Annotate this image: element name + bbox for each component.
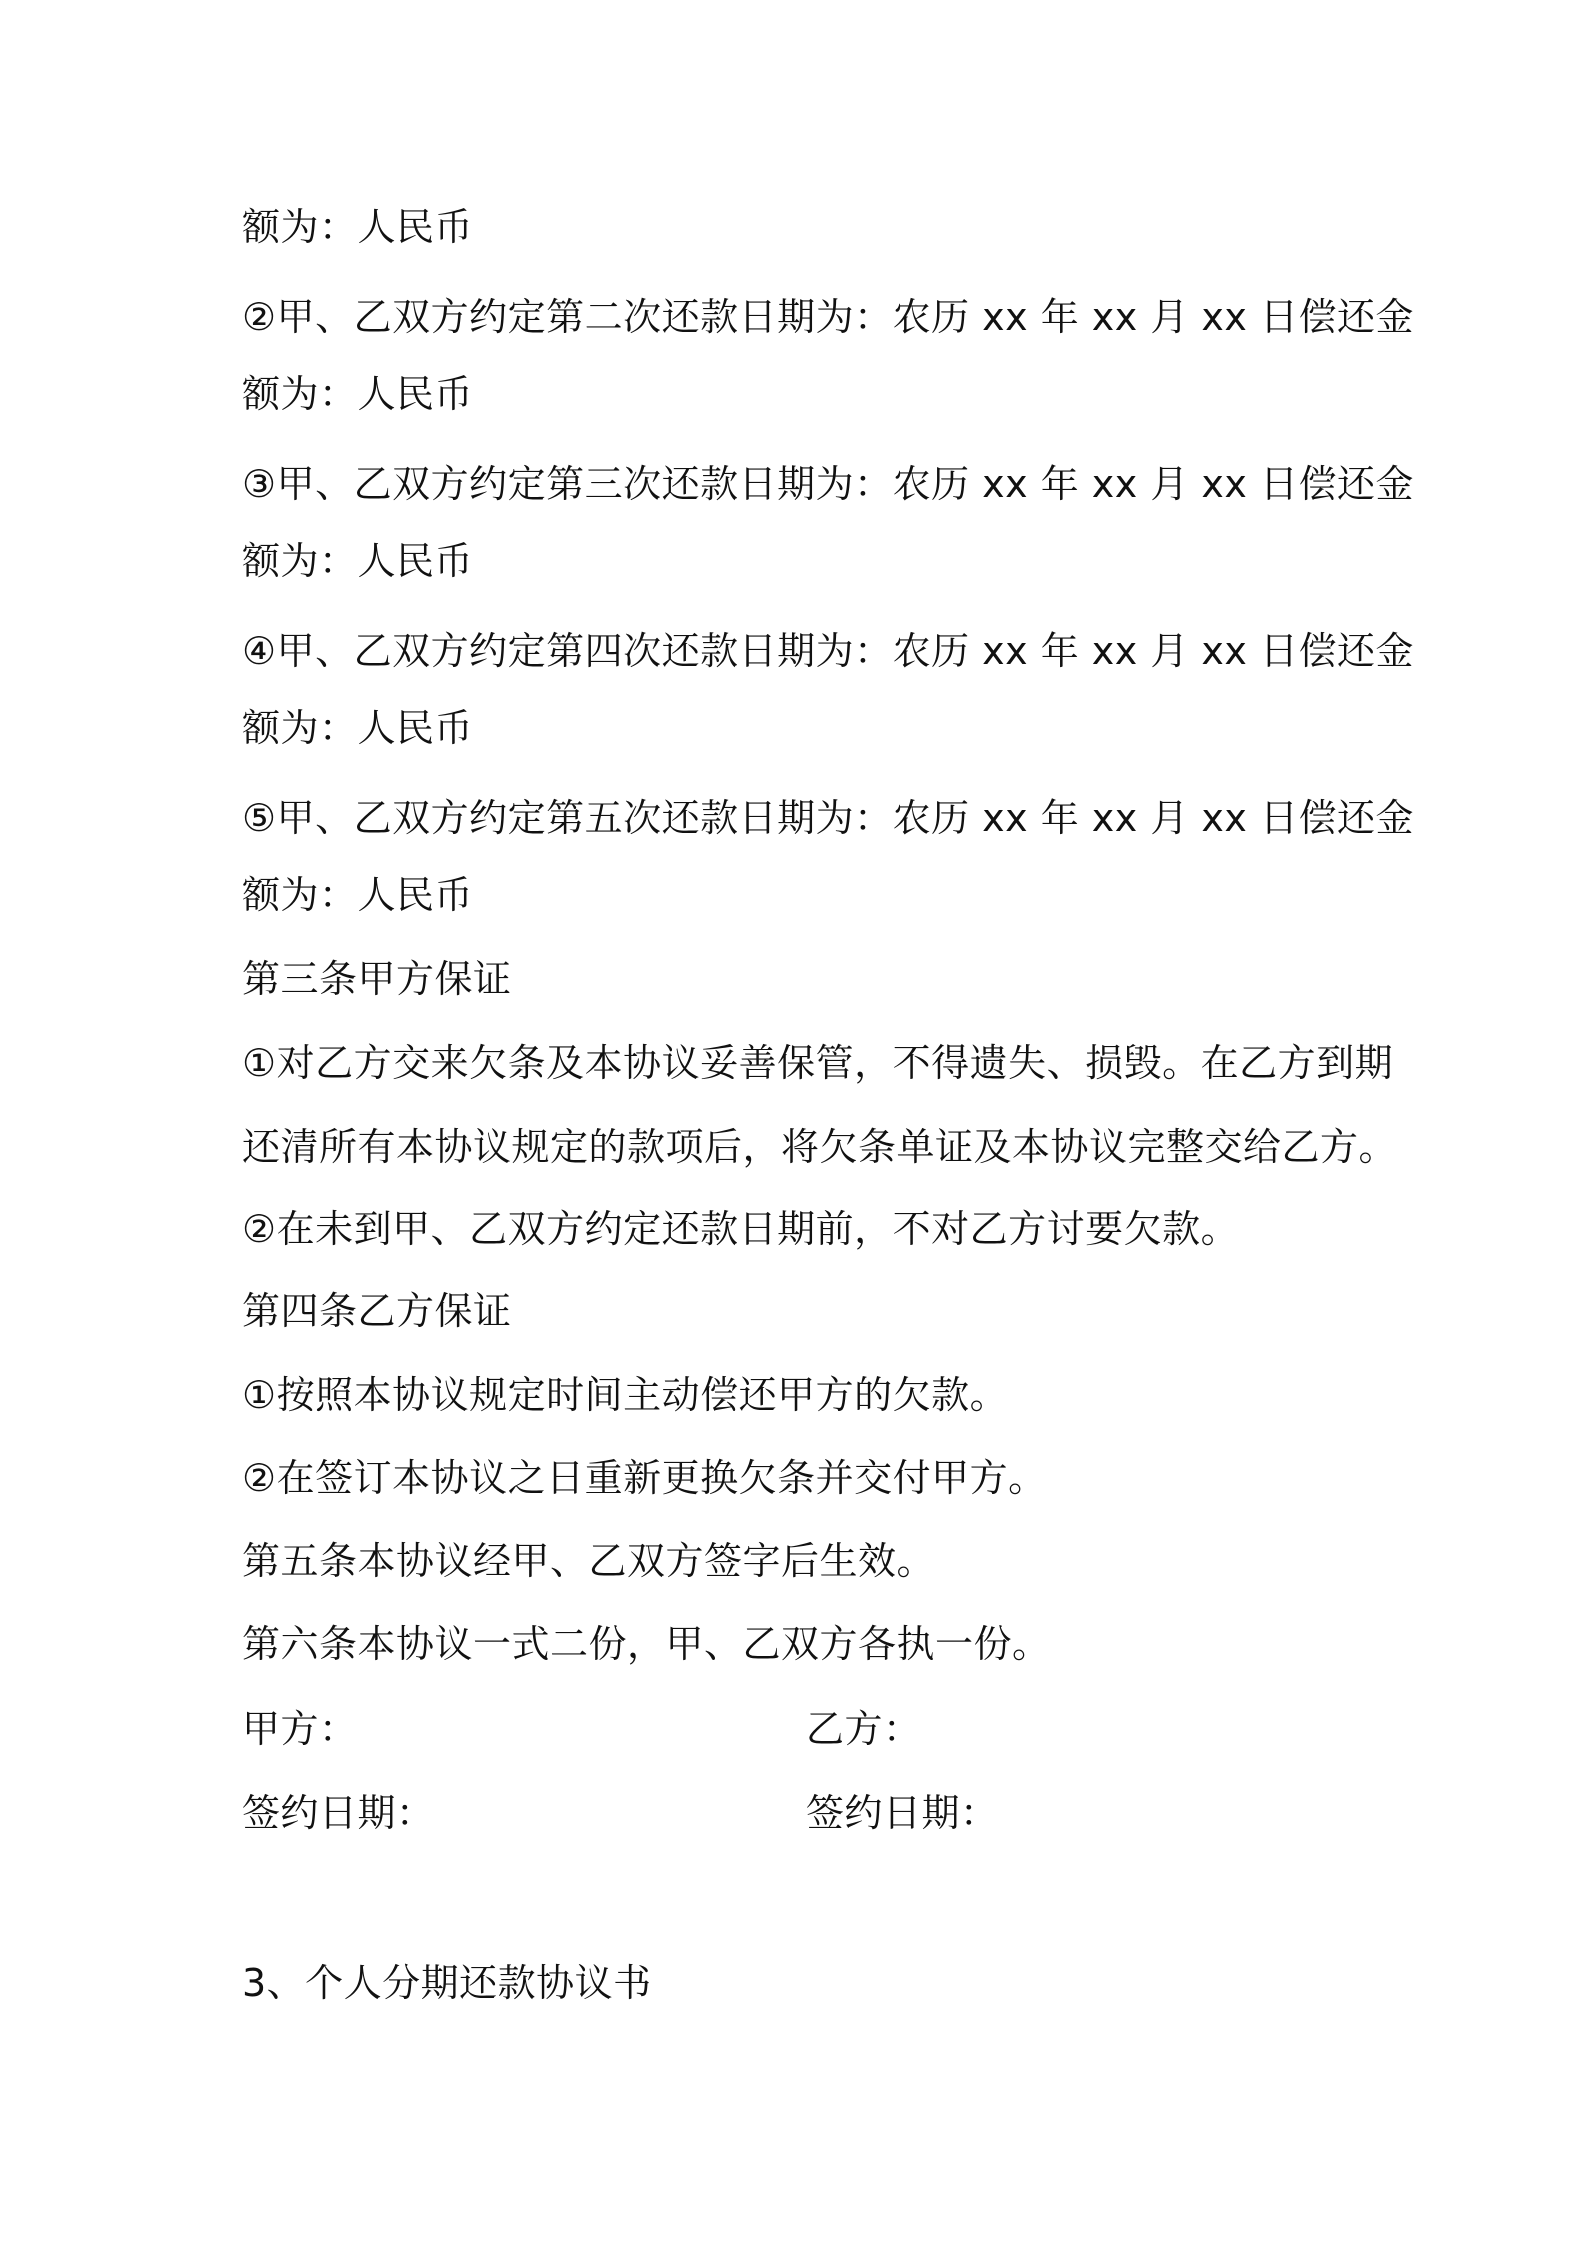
party-a-label: 甲方： (242, 1707, 358, 1751)
section-heading: 第六条本协议一式二份，甲、乙双方各执一份。 (242, 1622, 1051, 1666)
body-line: ⑤甲、乙双方约定第五次还款日期为：农历 xx 年 xx 月 xx 日偿还金 (242, 796, 1414, 840)
section-heading: 第三条甲方保证 (242, 957, 512, 1001)
body-line: ①按照本协议规定时间主动偿还甲方的欠款。 (242, 1373, 1009, 1417)
body-line: 额为：人民币 (242, 205, 474, 249)
body-line: ③甲、乙双方约定第三次还款日期为：农历 xx 年 xx 月 xx 日偿还金 (242, 462, 1414, 506)
body-line: ②在未到甲、乙双方约定还款日期前，不对乙方讨要欠款。 (242, 1207, 1240, 1251)
body-line: 额为：人民币 (242, 539, 474, 583)
party-b-label: 乙方： (806, 1707, 922, 1751)
sign-date-a-label: 签约日期： (242, 1791, 435, 1835)
next-section-title: 3、个人分期还款协议书 (242, 1961, 652, 2005)
body-line: ①对乙方交来欠条及本协议妥善保管，不得遗失、损毁。在乙方到期 (242, 1041, 1394, 1085)
body-line: ②甲、乙双方约定第二次还款日期为：农历 xx 年 xx 月 xx 日偿还金 (242, 295, 1414, 339)
body-line: 还清所有本协议规定的款项后，将欠条单证及本协议完整交给乙方。 (242, 1125, 1398, 1169)
section-heading: 第五条本协议经甲、乙双方签字后生效。 (242, 1539, 936, 1583)
body-line: 额为：人民币 (242, 873, 474, 917)
body-line: ④甲、乙双方约定第四次还款日期为：农历 xx 年 xx 月 xx 日偿还金 (242, 629, 1414, 673)
section-heading: 第四条乙方保证 (242, 1289, 512, 1333)
body-line: ②在签订本协议之日重新更换欠条并交付甲方。 (242, 1456, 1047, 1500)
sign-date-b-label: 签约日期： (806, 1791, 999, 1835)
body-line: 额为：人民币 (242, 372, 474, 416)
body-line: 额为：人民币 (242, 706, 474, 750)
